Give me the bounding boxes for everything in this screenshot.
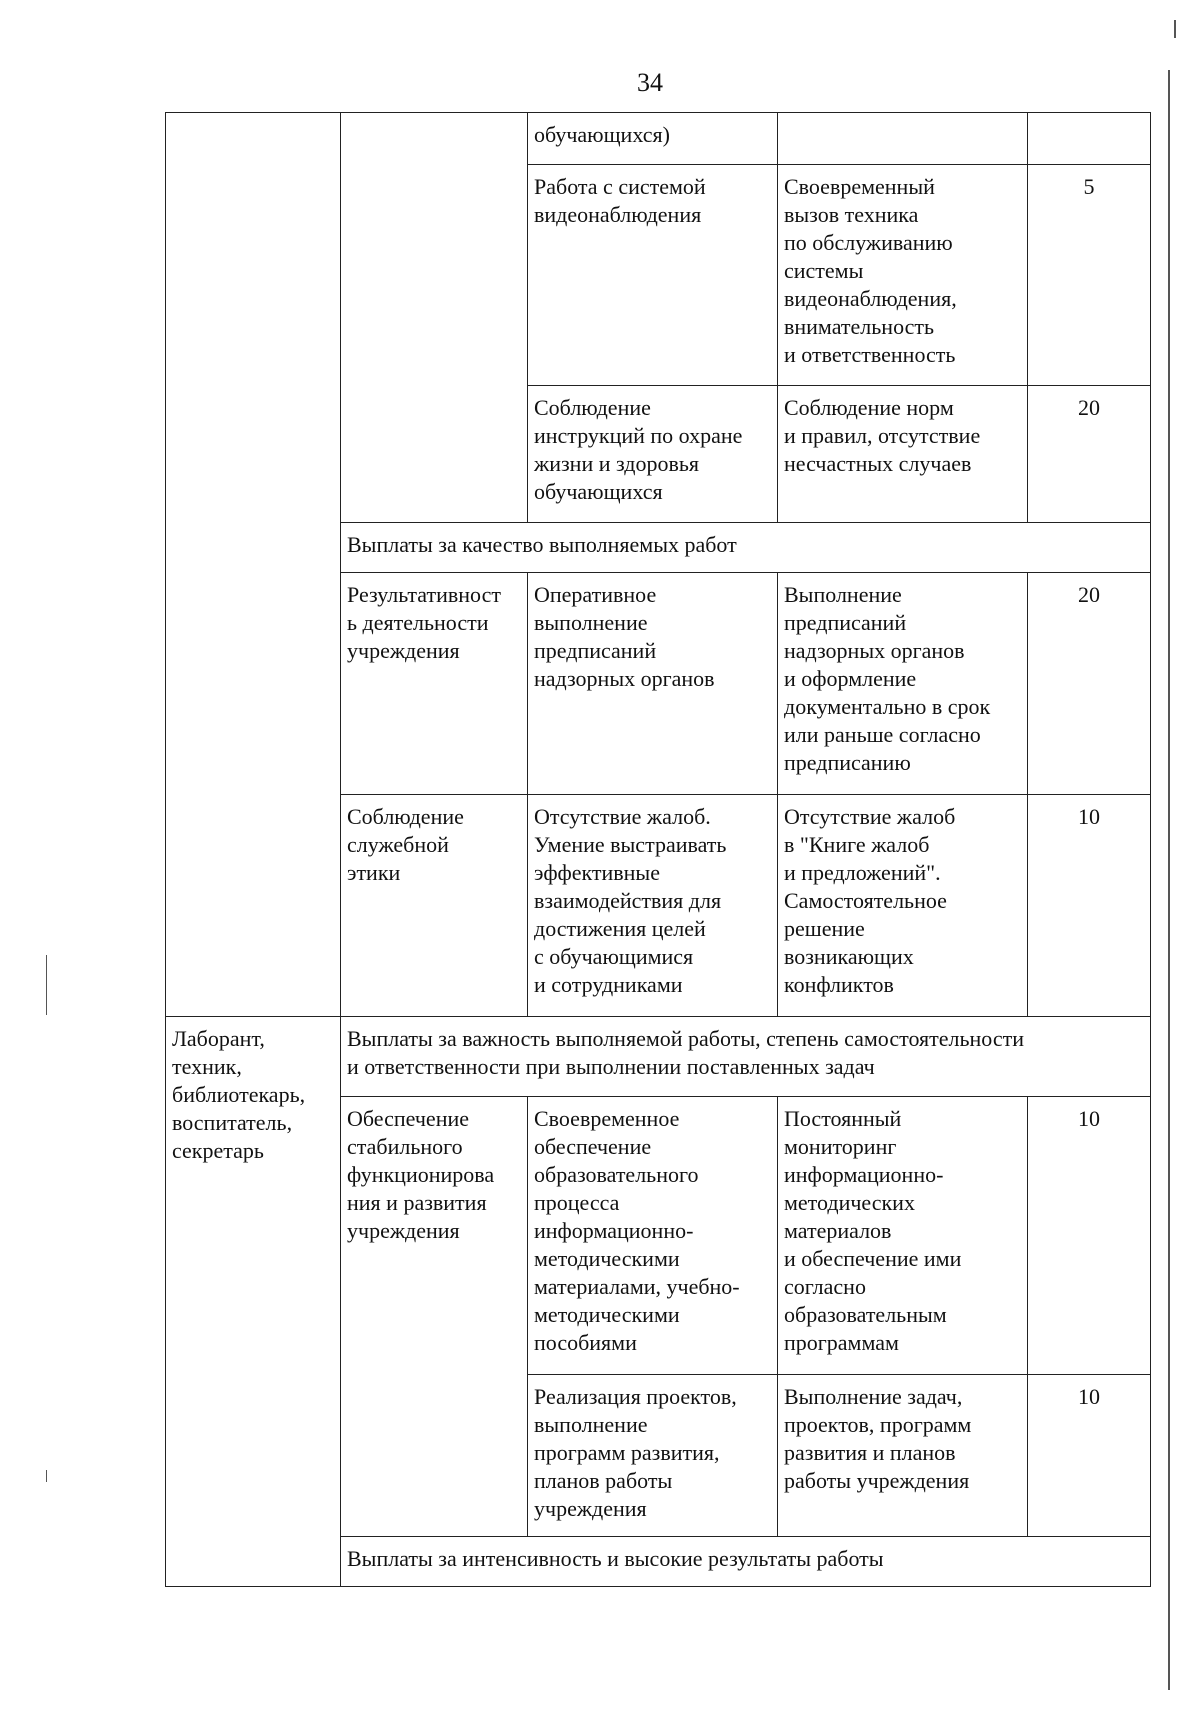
criterion-cell: Работа с системой видеонаблюдения [528,165,778,386]
criterion-cell: Реализация проектов, выполнение программ развития, планов работы учреждения [528,1375,778,1537]
section-heading-importance: Выплаты за важность выполняемой работы, степень самостоятельности и ответственности при выполнении поставленных задач [341,1017,1151,1097]
indicator-cell [778,113,1028,165]
indicator-name-cell: Соблюдение служебной этики [341,795,528,1017]
indicator-cell: Соблюдение норм и правил, отсутствие несчастных случаев [778,386,1028,523]
section-row [166,1017,1151,1097]
indicator-cell: Своевременный вызов техника по обслуживанию системы видеонаблюдения, внимательность и ответственность [778,165,1028,386]
criterion-cell: Своевременное обеспечение образовательного процесса информационно- методическими материалами, учебно- методическими пособиями [528,1097,778,1375]
indicator-cell: Выполнение предписаний надзорных органов и оформление документально в срок или раньше согласно предписанию [778,573,1028,795]
position-cell: Лаборант, техник, библиотекарь, воспитатель, секретарь [166,1017,341,1587]
points-cell: 5 [1028,165,1151,386]
points-cell [1028,113,1151,165]
indicator-cell: Постоянный мониторинг информационно- методических материалов и обеспечение ими согласно образовательным программам [778,1097,1028,1375]
points-cell: 20 [1028,573,1151,795]
points-cell: 10 [1028,1375,1151,1537]
position-cell-empty [166,113,341,1017]
indicator-name-cell-empty [341,113,528,523]
page-number: 34 [637,68,663,97]
indicator-cell: Отсутствие жалоб в "Книге жалоб и предложений". Самостоятельное решение возникающих конфликтов [778,795,1028,1017]
indicator-cell: Выполнение задач, проектов, программ развития и планов работы учреждения [778,1375,1028,1537]
points-cell: 10 [1028,1097,1151,1375]
indicator-name-cell: Обеспечение стабильного функционирова ния и развития учреждения [341,1097,528,1537]
table-row [166,113,1151,165]
scan-margin-mark [46,1470,47,1482]
section-heading-intensity: Выплаты за интенсивность и высокие результаты работы [341,1537,1151,1587]
criterion-cell: обучающихся) [528,113,778,165]
criterion-cell: Отсутствие жалоб. Умение выстраивать эффективные взаимодействия для достижения целей с обучающимися и сотрудниками [528,795,778,1017]
section-heading-quality: Выплаты за качество выполняемых работ [341,523,1151,573]
scan-edge-line [1174,20,1176,38]
scan-margin-mark [46,955,47,1015]
points-cell: 20 [1028,386,1151,523]
points-cell: 10 [1028,795,1151,1017]
payment-criteria-table [165,112,1151,1587]
criterion-cell: Соблюдение инструкций по охране жизни и здоровья обучающихся [528,386,778,523]
scan-edge-line [1168,70,1170,1690]
indicator-name-cell: Результативност ь деятельности учреждения [341,573,528,795]
criterion-cell: Оперативное выполнение предписаний надзорных органов [528,573,778,795]
